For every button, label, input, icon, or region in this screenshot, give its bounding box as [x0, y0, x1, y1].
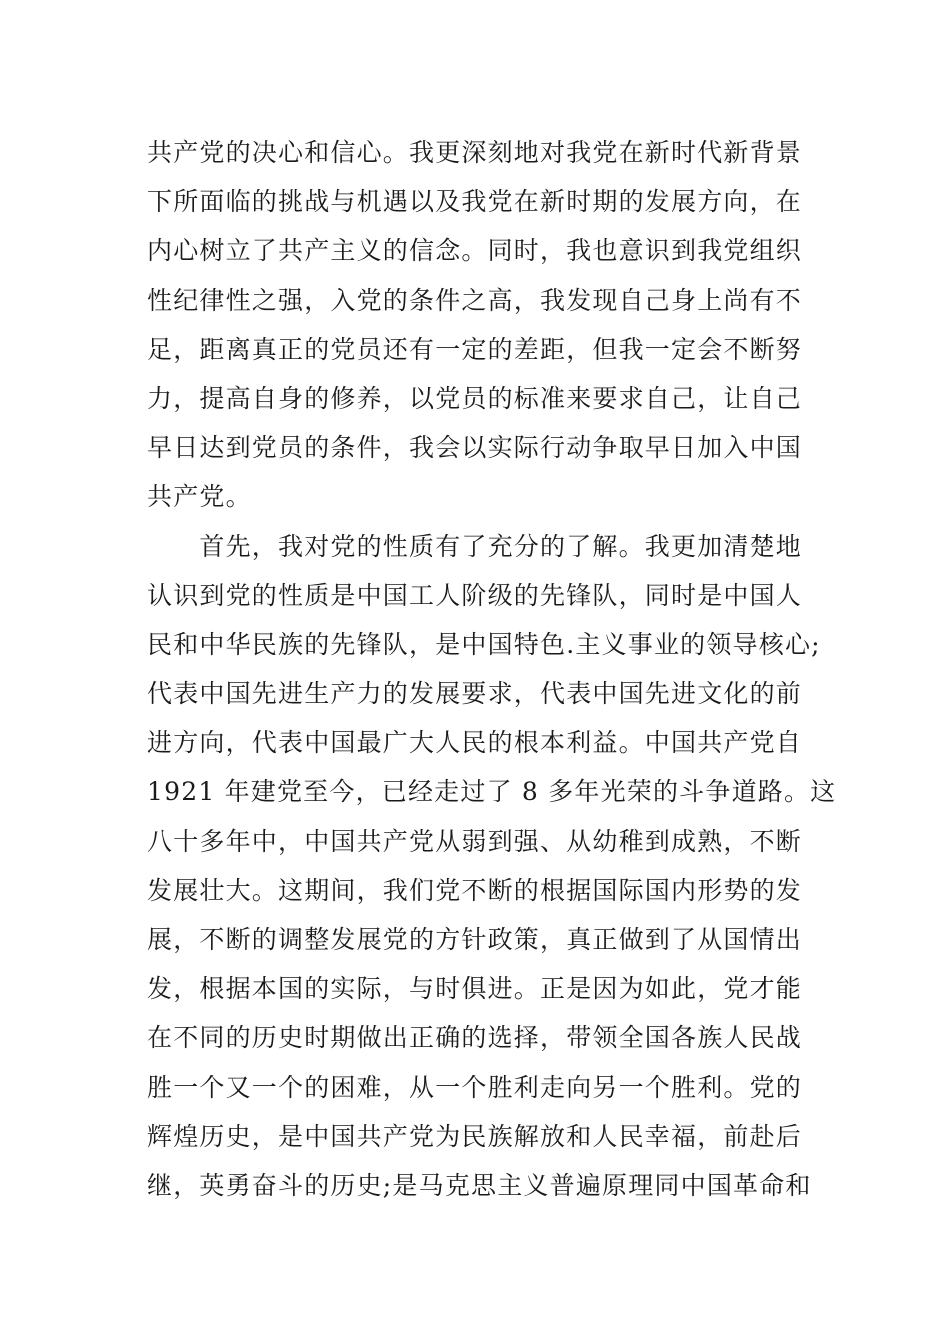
- text-line: 展，不断的调整发展党的方针政策，真正做到了从国情出: [147, 925, 803, 954]
- text-line: 性纪律性之强，入党的条件之高，我发现自己身上尚有不: [147, 285, 803, 315]
- text-line: 发，根据本国的实际，与时俱进。正是因为如此，党才能: [147, 974, 803, 1004]
- text-line: 胜一个又一个的困难，从一个胜利走向另一个胜利。党的: [147, 1072, 803, 1102]
- text-line: 共产党。: [147, 482, 252, 512]
- text-line: 早日达到党员的条件，我会以实际行动争取早日加入中国: [147, 433, 803, 463]
- text-line: 继，英勇奋斗的历史;是马克思主义普遍原理同中国革命和: [147, 1170, 812, 1200]
- text-line: 辉煌历史，是中国共产党为民族解放和人民幸福，前赴后: [147, 1121, 803, 1151]
- text-line: 在不同的历史时期做出正确的选择，带领全国各族人民战: [147, 1023, 803, 1053]
- text-line: 八十多年中，中国共产党从弱到强、从幼稚到成熟，不断: [147, 826, 803, 856]
- text-line: 首先，我对党的性质有了充分的了解。我更加清楚地: [147, 531, 803, 561]
- text-line: 共产党的决心和信心。我更深刻地对我党在新时代新背景: [147, 138, 803, 167]
- text-line: 足，距离真正的党员还有一定的差距，但我一定会不断努: [147, 334, 803, 364]
- text-line: 1921 年建党至今，已经走过了 8 多年光荣的斗争道路。这: [147, 777, 837, 807]
- text-line: 内心树立了共产主义的信念。同时，我也意识到我党组织: [147, 236, 803, 266]
- text-line: 发展壮大。这期间，我们党不断的根据国际国内形势的发: [147, 875, 803, 905]
- text-line: 进方向，代表中国最广大人民的根本利益。中国共产党自: [147, 728, 803, 758]
- text-line: 下所面临的挑战与机遇以及我党在新时期的发展方向，在: [147, 187, 803, 217]
- text-line: 力，提高自身的修养，以党员的标准来要求自己，让自己: [147, 383, 803, 413]
- text-line: 认识到党的性质是中国工人阶级的先锋队，同时是中国人: [147, 580, 803, 610]
- body-text: [147, 128, 837, 1210]
- text-line: 代表中国先进生产力的发展要求，代表中国先进文化的前: [147, 679, 803, 709]
- text-line: 民和中华民族的先锋队，是中国特色.主义事业的领导核心;: [147, 629, 821, 659]
